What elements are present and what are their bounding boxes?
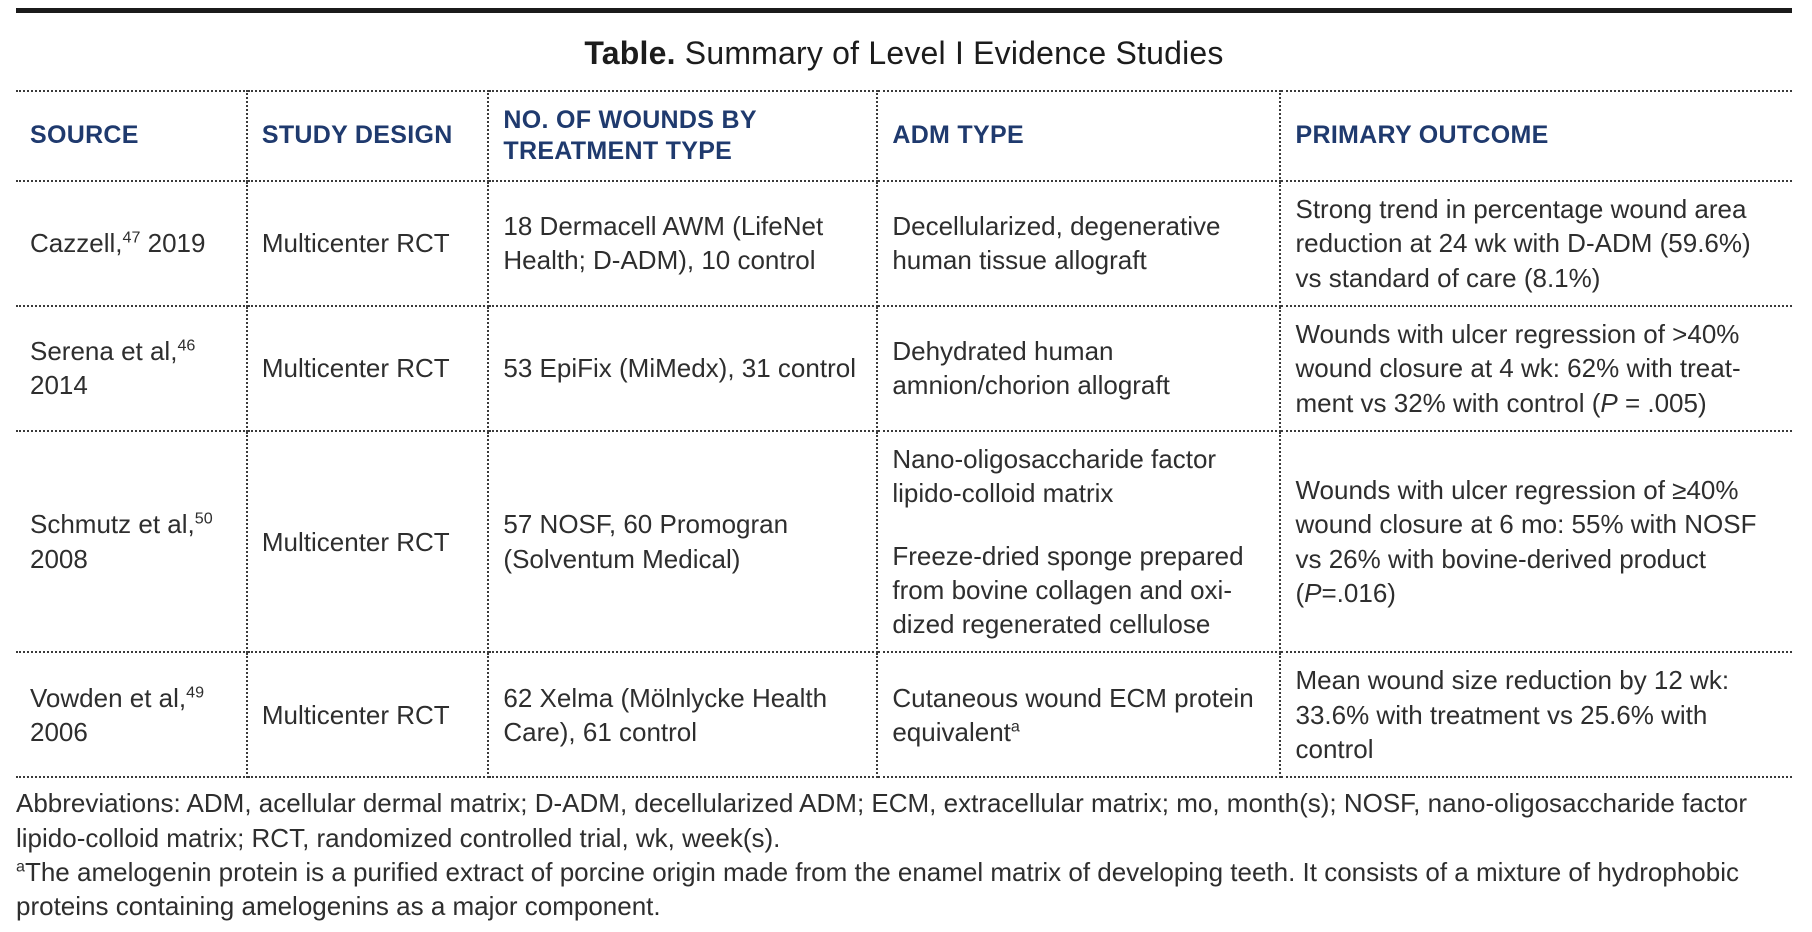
outcome-text: Strong trend in percentage wound area reduction at 24 wk with D-ADM (59.6%) vs standard of care (8.1%) <box>1295 194 1751 293</box>
source-reference: 50 <box>194 509 213 528</box>
outcome-text: Wounds with ulcer regression of >40% wound closure at 4 wk: 62% with treatment vs 32% with control ( <box>1295 318 1741 418</box>
table-title-text: Summary of Level I Evidence Studies <box>675 35 1224 71</box>
outcome-text-end: = .005) <box>1617 387 1707 418</box>
table-row-cazzell <box>16 181 1792 306</box>
outcome-text: Wounds with ulcer regression of ≥40% wound closure at 6 mo: 55% with NOSF vs 26% with bovine-derived product ( <box>1295 475 1757 608</box>
study-design-cell: Multicenter RCT <box>247 652 489 777</box>
source-year: 2014 <box>30 370 88 401</box>
primary-outcome-cell <box>1280 652 1792 777</box>
source-cell <box>16 431 247 653</box>
footnote-a-text: The amelogenin protein is a purified extract of porcine origin made from the enamel matrix of developing teeth. It consists of a mixture of hydrophobic proteins containing amelogenins as a major component. <box>16 857 1739 922</box>
source-year: 2006 <box>30 716 88 747</box>
footnote-a <box>16 855 1792 924</box>
col-header-wounds: NO. OF WOUNDS BY TREATMENT TYPE <box>488 91 877 181</box>
source-name: Serena et al, <box>30 336 178 367</box>
col-header-adm-type: ADM TYPE <box>877 91 1280 181</box>
source-year: 2008 <box>30 543 88 574</box>
outcome-text: Mean wound size reduction by 12 wk: 33.6% with treatment vs 25.6% with control <box>1295 665 1730 765</box>
primary-outcome-cell <box>1280 306 1792 431</box>
adm-paragraph: Nano-oligosaccharide factor lipido-colloid matrix <box>892 443 1217 509</box>
table-row-vowden <box>16 652 1792 777</box>
wounds-cell: 62 Xelma (Mölnlycke Health Care), 61 control <box>488 652 877 777</box>
table-label: Table. <box>584 35 676 71</box>
study-design-cell: Multicenter RCT <box>247 181 489 306</box>
primary-outcome-cell <box>1280 181 1792 306</box>
source-name: Cazzell, <box>30 228 123 259</box>
footnote-a-marker: a <box>16 857 25 876</box>
source-reference: 46 <box>177 336 196 355</box>
adm-paragraph: Dehydrated human amnion/chorion allograft <box>892 336 1170 401</box>
outcome-p-value: P <box>1600 387 1618 418</box>
adm-type-cell <box>877 306 1280 431</box>
table-header-row <box>16 91 1792 181</box>
adm-paragraph: Freeze-dried sponge prepared from bovine collagen and oxidized regenerated cellulose <box>892 540 1244 640</box>
wounds-cell: 57 NOSF, 60 Promogran (Solventum Medical) <box>488 431 877 653</box>
source-cell <box>16 652 247 777</box>
abbreviations-note: Abbreviations: ADM, acellular dermal matrix; D-ADM, decellularized ADM; ECM, extracellular matrix; mo, month(s); NOSF, nano-oligosaccharide factor lipido-colloid matrix; RCT, randomized controlled trial, wk, week(s). <box>16 788 1748 853</box>
source-name: Vowden et al, <box>30 682 187 713</box>
adm-footnote-marker: a <box>1010 717 1020 736</box>
source-name: Schmutz et al, <box>30 509 195 540</box>
table-row-schmutz <box>16 431 1792 653</box>
source-year: 2019 <box>140 228 206 259</box>
outcome-p-value: P <box>1304 577 1322 608</box>
evidence-summary-table <box>16 90 1792 778</box>
col-header-primary-outcome: PRIMARY OUTCOME <box>1280 91 1792 181</box>
adm-type-cell <box>877 431 1280 653</box>
source-reference: 49 <box>186 682 205 701</box>
col-header-source: SOURCE <box>16 91 247 181</box>
source-cell <box>16 181 247 306</box>
wounds-cell: 53 EpiFix (MiMedx), 31 control <box>488 306 877 431</box>
adm-type-cell <box>877 652 1280 777</box>
table-title <box>16 35 1792 72</box>
adm-type-cell <box>877 181 1280 306</box>
study-design-cell: Multicenter RCT <box>247 431 489 653</box>
col-header-study-design: STUDY DESIGN <box>247 91 489 181</box>
table-footnotes <box>16 786 1792 923</box>
adm-paragraph <box>892 681 1263 750</box>
source-reference: 47 <box>122 228 141 247</box>
top-rule <box>16 8 1792 13</box>
table-row-serena <box>16 306 1792 431</box>
adm-paragraph: Decellularized, degenerative human tissue allograft <box>892 211 1221 276</box>
source-cell <box>16 306 247 431</box>
wounds-cell: 18 Dermacell AWM (LifeNet Health; D-ADM), 10 control <box>488 181 877 306</box>
adm-text: Cutaneous wound ECM protein equivalent <box>892 682 1254 747</box>
primary-outcome-cell <box>1280 431 1792 653</box>
study-design-cell: Multicenter RCT <box>247 306 489 431</box>
outcome-text-end: =.016) <box>1321 577 1396 608</box>
